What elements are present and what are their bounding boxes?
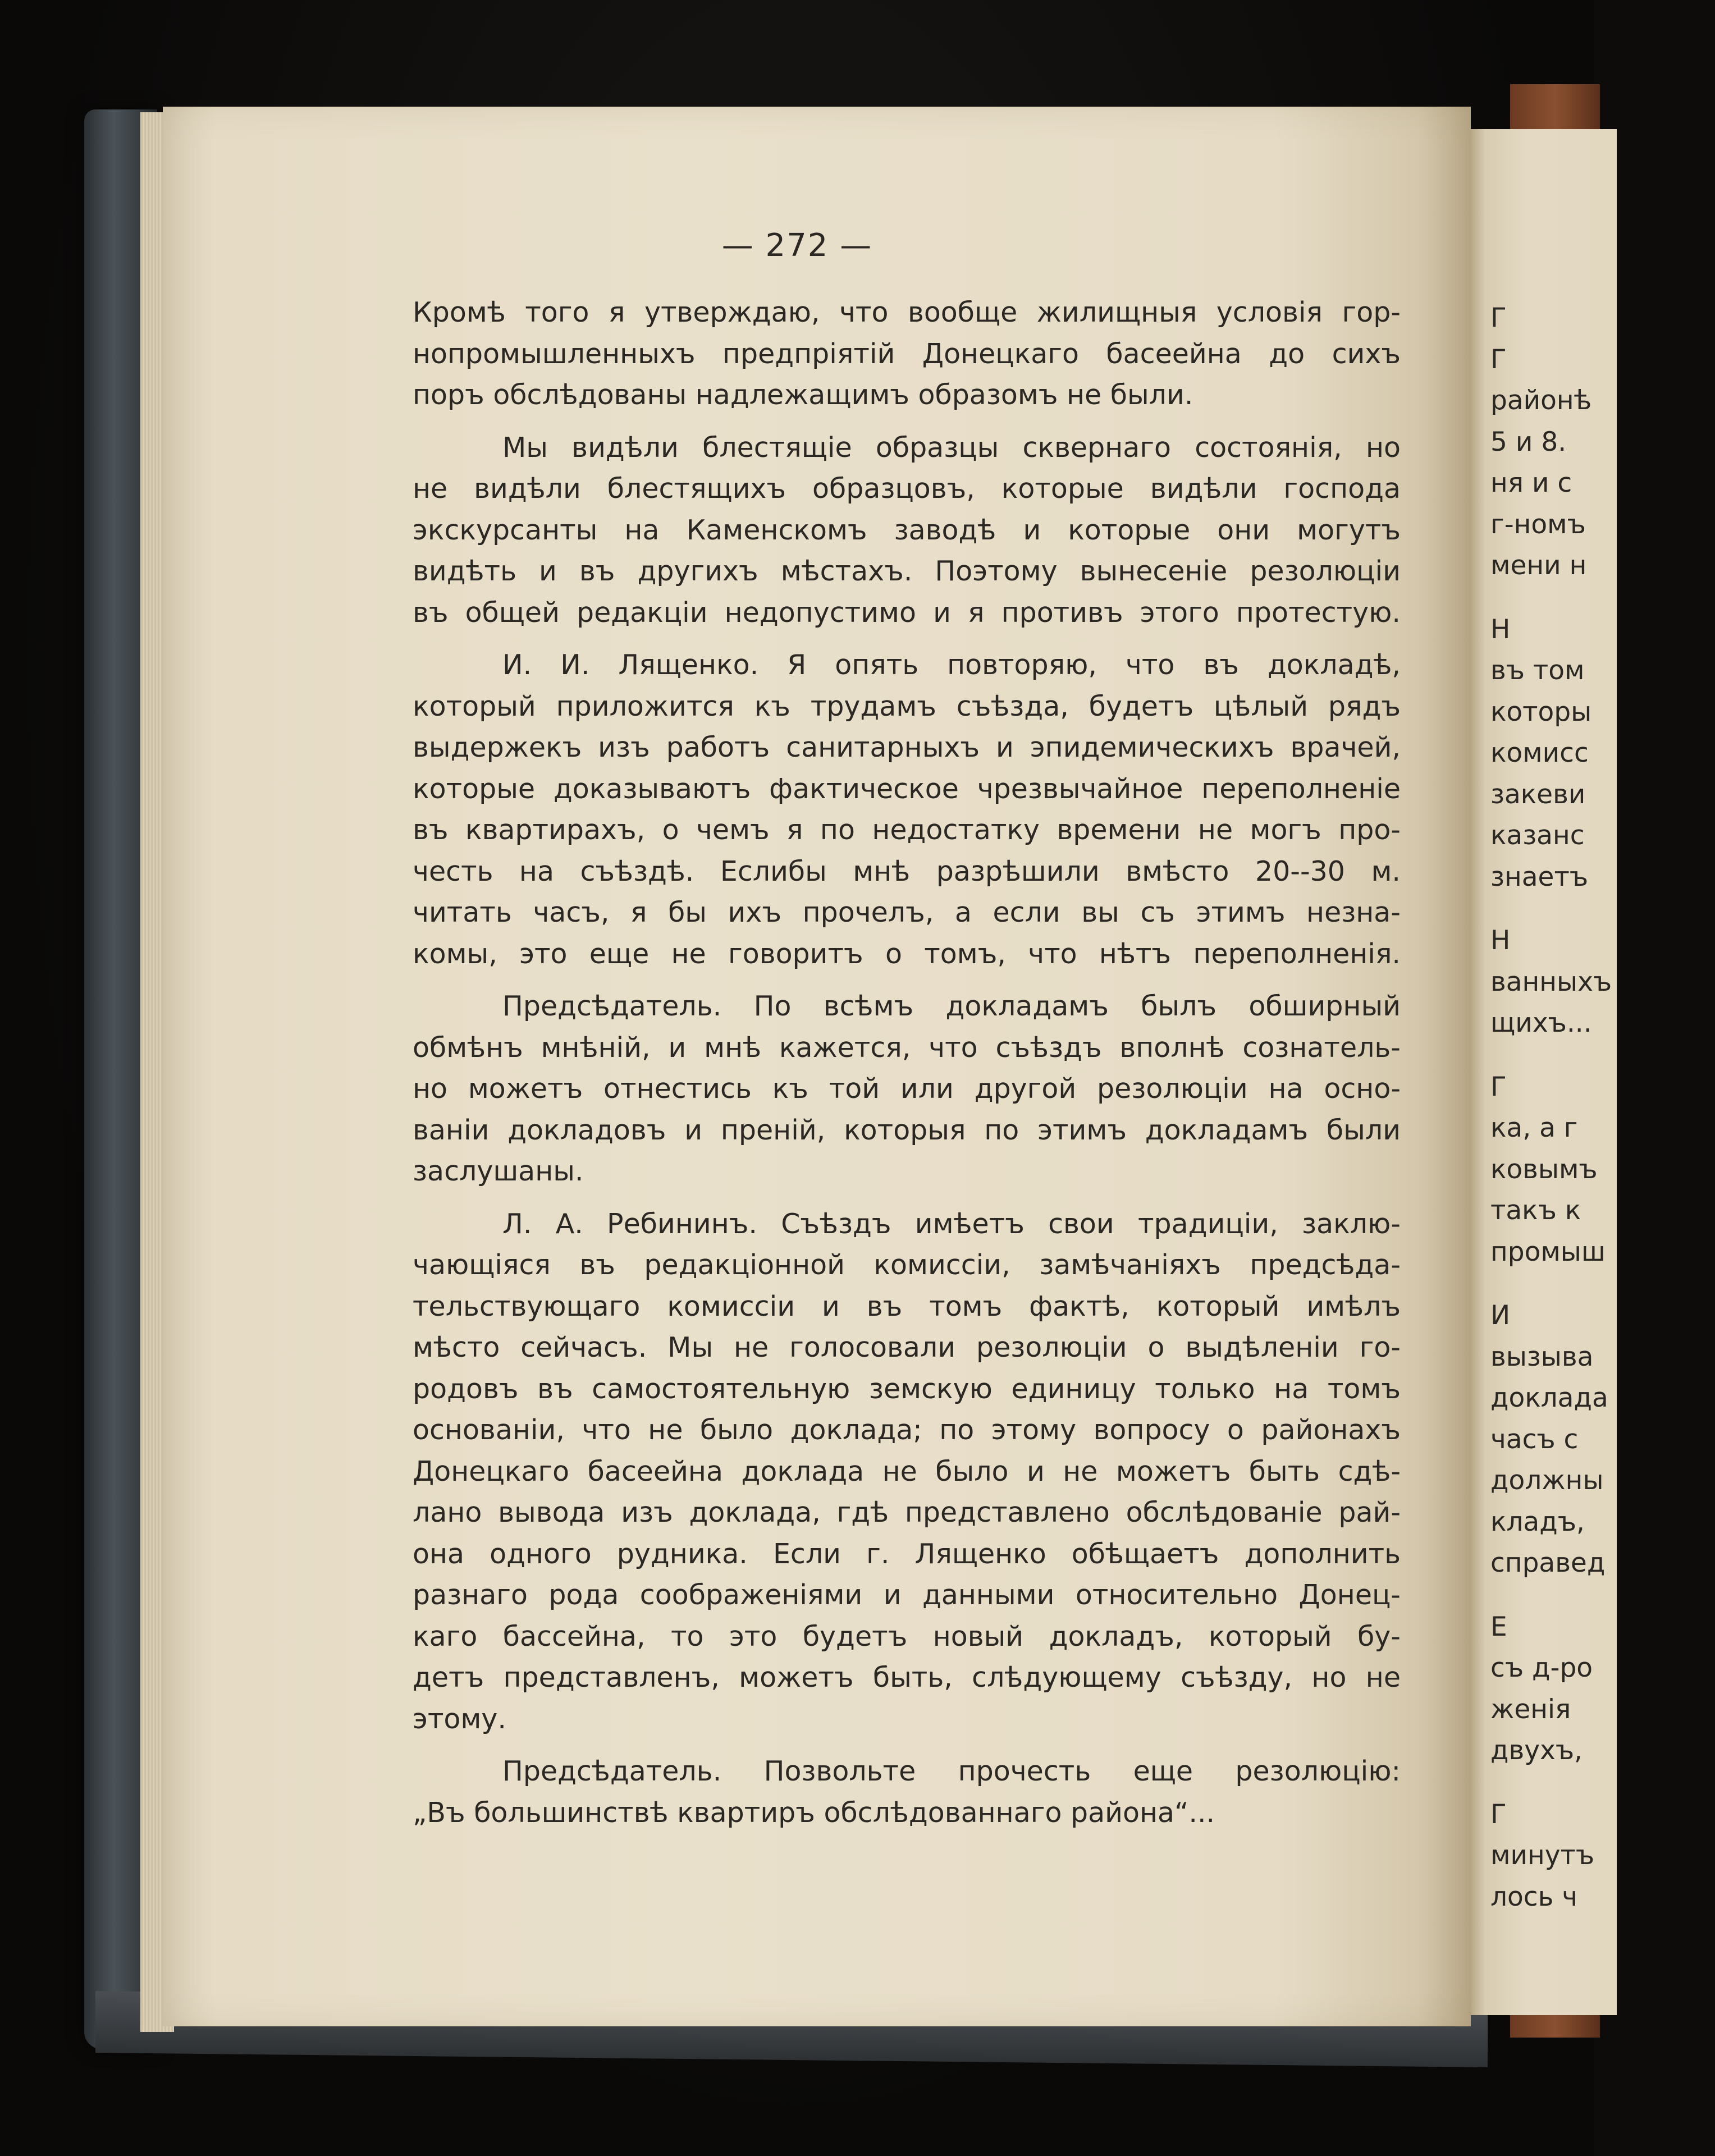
text-line: детъ представленъ, можетъ быть, слѣдующему съѣзду, но не xyxy=(413,1661,1401,1693)
right-page-text xyxy=(1490,297,1715,1917)
text-line: Г xyxy=(1490,1071,1507,1102)
text-line: комы, это еще не говоритъ о томъ, что нѣтъ переполненія. xyxy=(413,937,1401,970)
text-line: справед xyxy=(1490,1548,1606,1578)
page-number: — 272 — xyxy=(721,227,873,264)
text-line: комисс xyxy=(1490,738,1589,768)
text-line: честь на съѣздѣ. Еслибы мнѣ разрѣшили вмѣсто 20--30 м. xyxy=(413,855,1401,887)
text-line: въ общей редакціи недопустимо и я противъ этого протестую. xyxy=(413,596,1401,629)
text-line: Предсѣдатель. Позвольте прочесть еще резолюцію: xyxy=(502,1755,1401,1787)
text-line: двухъ, xyxy=(1490,1735,1583,1766)
text-line: ковымъ xyxy=(1490,1153,1598,1185)
text-line: 5 и 8. xyxy=(1490,426,1567,457)
text-line: ка, а г xyxy=(1490,1113,1578,1143)
text-line: И xyxy=(1490,1300,1511,1331)
text-line: кладъ, xyxy=(1490,1506,1585,1537)
text-line: вызыва xyxy=(1490,1341,1594,1372)
text-line: Н xyxy=(1490,614,1511,645)
text-line: она одного рудника. Если г. Лященко обѣщаетъ дополнить xyxy=(413,1537,1401,1570)
text-line: И. И. Лященко. Я опять повторяю, что въ докладѣ, xyxy=(502,649,1401,681)
text-line: доклада xyxy=(1490,1383,1608,1413)
text-line: съ д-ро xyxy=(1490,1653,1593,1683)
text-line: въ том xyxy=(1490,655,1585,686)
text-line: Донецкаго басеейна доклада не было и не можетъ быть сдѣ- xyxy=(413,1455,1401,1487)
text-line: читать часъ, я бы ихъ прочелъ, а если вы съ этимъ незна- xyxy=(413,896,1401,928)
text-line: Мы видѣли блестящіе образцы сквернаго состоянія, но xyxy=(502,431,1401,464)
text-line: основаніи, что не было доклада; по этому вопросу о районахъ xyxy=(413,1414,1401,1446)
text-line: „Въ большинствѣ квартиръ обслѣдованнаго района“... xyxy=(413,1796,1215,1829)
text-line: этому. xyxy=(413,1702,506,1735)
text-line: Предсѣдатель. По всѣмъ докладамъ былъ обширный xyxy=(502,990,1401,1022)
text-line: который приложится къ трудамъ съѣзда, будетъ цѣлый рядъ xyxy=(413,690,1401,722)
text-line: Е xyxy=(1490,1611,1507,1642)
text-line: мѣсто сейчасъ. Мы не голосовали резолюціи о выдѣленіи го- xyxy=(413,1331,1401,1363)
text-line: Г xyxy=(1490,1798,1507,1830)
text-line: которы xyxy=(1490,696,1592,727)
text-line: Л. А. Ребининъ. Съѣздъ имѣетъ свои традиціи, заклю- xyxy=(502,1207,1401,1240)
text-line: Г xyxy=(1490,344,1507,375)
text-line: тельствующаго комиссіи и въ томъ фактѣ, который имѣлъ xyxy=(413,1290,1401,1322)
text-line: заслушаны. xyxy=(413,1155,584,1187)
text-line: въ квартирахъ, о чемъ я по недостатку времени не могъ про- xyxy=(413,814,1401,846)
text-line: видѣть и въ другихъ мѣстахъ. Поэтому вынесеніе резолюціи xyxy=(413,555,1401,587)
text-line: минутъ xyxy=(1490,1840,1595,1871)
text-line: щихъ... xyxy=(1490,1008,1592,1038)
text-line: Кромѣ того я утверждаю, что вообще жилищныя условія гор- xyxy=(413,296,1401,328)
text-line: выдержекъ изъ работъ санитарныхъ и эпидемическихъ врачей, xyxy=(413,731,1401,763)
text-line: ванныхъ xyxy=(1490,966,1612,997)
text-line: г-номъ xyxy=(1490,509,1586,540)
text-line: ваніи докладовъ и преній, которыя по этимъ докладамъ были xyxy=(413,1114,1401,1146)
text-line: разнаго рода соображеніями и данными относительно Донец- xyxy=(413,1579,1401,1611)
text-line: поръ обслѣдованы надлежащимъ образомъ не были. xyxy=(413,379,1193,411)
text-line: экскурсанты на Каменскомъ заводѣ и которые они могутъ xyxy=(413,514,1401,546)
text-line: которые доказываютъ фактическое чрезвычайное переполненіе xyxy=(413,772,1401,805)
text-line: лось ч xyxy=(1490,1881,1578,1912)
text-line: Г xyxy=(1490,303,1507,333)
text-line: каго бассейна, то это будетъ новый докладъ, который бу- xyxy=(413,1620,1401,1653)
text-line: районѣ xyxy=(1490,385,1592,416)
left-page-text xyxy=(413,292,1401,1833)
text-line: ня и с xyxy=(1490,468,1572,498)
text-line: казанс xyxy=(1490,820,1585,851)
text-line: не видѣли блестящихъ образцовъ, которые видѣли господа xyxy=(413,473,1401,505)
text-line: такъ к xyxy=(1490,1195,1581,1226)
text-line: но можетъ отнестись къ той или другой резолюціи на осно- xyxy=(413,1073,1401,1105)
text-line: женія xyxy=(1490,1693,1571,1725)
text-line: промыш xyxy=(1490,1236,1606,1267)
text-line: закеви xyxy=(1490,779,1586,810)
text-line: мени н xyxy=(1490,550,1587,581)
text-line: Н xyxy=(1490,925,1511,956)
text-line: должны xyxy=(1490,1465,1604,1496)
text-line: чающіяся въ редакціонной комиссіи, замѣчаніяхъ предсѣда- xyxy=(413,1249,1401,1281)
text-line: обмѣнъ мнѣній, и мнѣ кажется, что съѣздъ вполнѣ сознатель- xyxy=(413,1031,1401,1064)
text-line: родовъ въ самостоятельную земскую единицу только на томъ xyxy=(413,1372,1401,1405)
text-line: часъ с xyxy=(1490,1423,1579,1455)
text-line: нопромышленныхъ предпріятій Донецкаго басеейна до сихъ xyxy=(413,337,1401,370)
text-line: знаетъ xyxy=(1490,861,1589,892)
text-line: лано вывода изъ доклада, гдѣ представлено обслѣдованіе рай- xyxy=(413,1496,1401,1528)
